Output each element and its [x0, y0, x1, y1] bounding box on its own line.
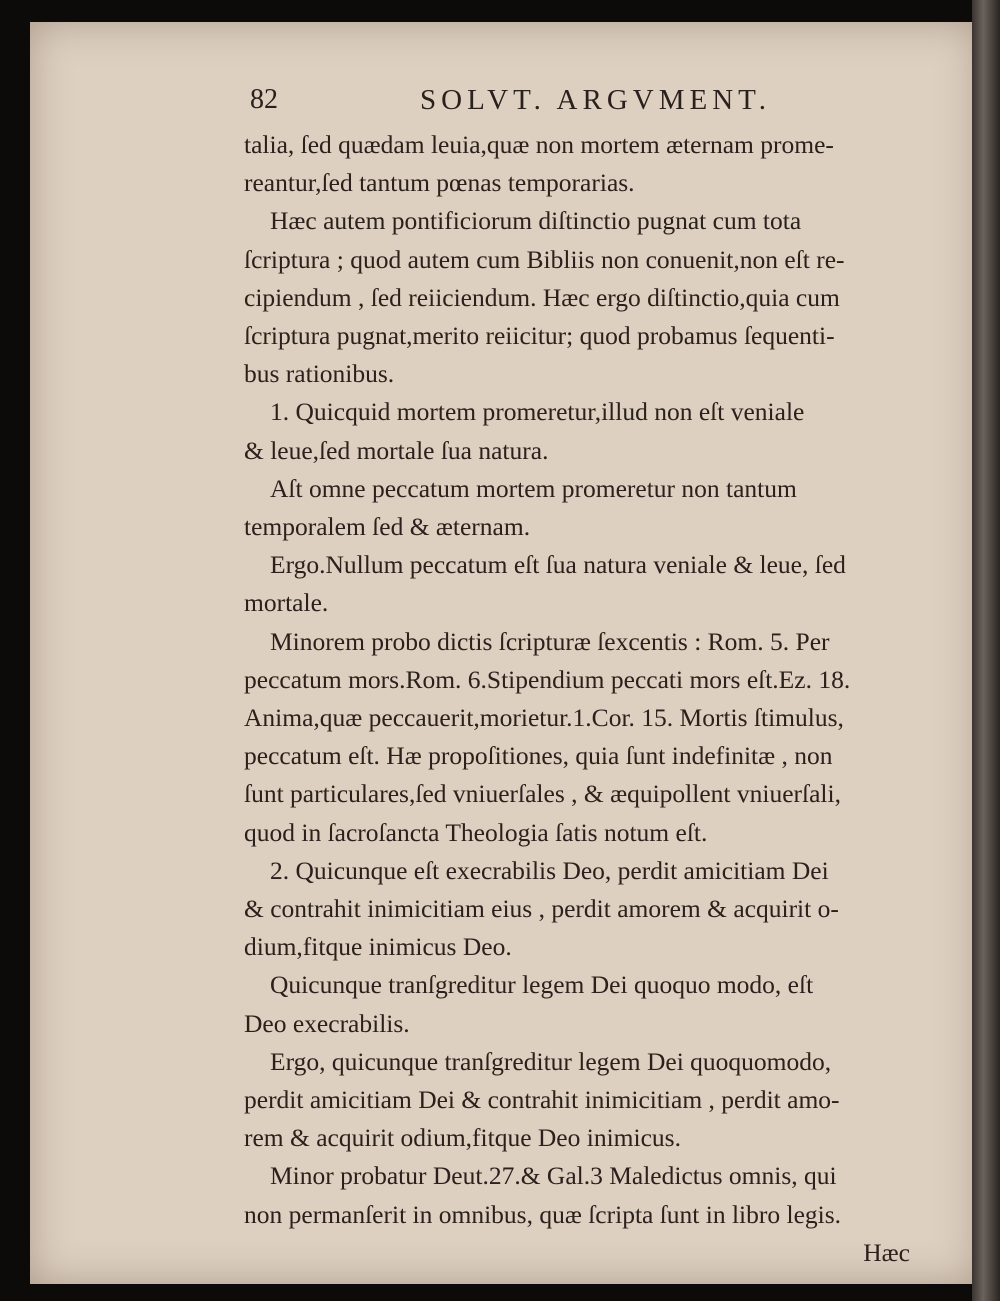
text-line: 1. Quicquid mortem promeretur,illud non eſt veniale — [270, 397, 805, 427]
text-line: dium,fitque inimicus Deo. — [244, 932, 512, 962]
page-edge — [972, 0, 1000, 1301]
text-line: Hæc autem pontificiorum diſtinctio pugnat cum tota — [270, 206, 802, 236]
text-line: talia, ſed quædam leuia,quæ non mortem æternam prome- — [244, 130, 834, 159]
text-line: Ergo, quicunque tranſgreditur legem Dei quoquomodo, — [270, 1046, 832, 1076]
text-line: perdit amicitiam Dei & contrahit inimicitiam , perdit amo- — [244, 1085, 840, 1115]
text-line: peccatum eſt. Hæ propoſitiones, quia ſunt indefinitæ , non — [244, 741, 833, 771]
text-line: ſcriptura pugnat,merito reiicitur; quod probamus ſequenti- — [244, 321, 835, 351]
text-line: ſunt particulares,ſed vniuerſales , & æquipollent vniuerſali, — [244, 779, 841, 809]
catchword: Hæc — [863, 1237, 910, 1267]
text-line: mortale. — [244, 588, 329, 618]
text-line: peccatum mors.Rom. 6.Stipendium peccati mors eſt.Ez. 18. — [244, 664, 851, 694]
text-line: temporalem ſed & æternam. — [244, 512, 531, 542]
text-line: quod in ſacroſancta Theologia ſatis notum eſt. — [244, 817, 708, 847]
text-line: Ergo.Nullum peccatum eſt ſua natura veniale & leue, ſed — [270, 550, 846, 580]
page-number: 82 — [250, 84, 278, 115]
page-header — [246, 84, 916, 124]
text-line: & contrahit inimicitiam eius , perdit amorem & acquirit o- — [244, 894, 839, 924]
text-line: rem & acquirit odium,fitque Deo inimicus. — [244, 1123, 681, 1153]
text-line: non permanſerit in omnibus, quæ ſcripta ſunt in libro legis. — [244, 1199, 842, 1229]
text-line: cipiendum , ſed reiiciendum. Hæc ergo diſtinctio,quia cum — [244, 282, 840, 312]
text-line: & leue,ſed mortale ſua natura. — [244, 435, 549, 465]
text-line: Minorem probo dictis ſcripturæ ſexcentis : Rom. 5. Per — [270, 626, 830, 656]
text-line: Minor probatur Deut.27.& Gal.3 Maledictus omnis, qui — [270, 1161, 837, 1191]
text-line: Anima,quæ peccauerit,morietur.1.Cor. 15. Mortis ſtimulus, — [244, 703, 844, 733]
running-head: SOLVT. ARGVMENT. — [420, 84, 771, 116]
text-line: 2. Quicunque eſt execrabilis Deo, perdit amicitiam Dei — [270, 855, 829, 885]
text-line: reantur,ſed tantum pœnas temporarias. — [244, 168, 635, 198]
body-text — [244, 126, 924, 1272]
text-line: Deo execrabilis. — [244, 1008, 410, 1038]
text-line: Aſt omne peccatum mortem promeretur non tantum — [270, 473, 797, 503]
text-line: ſcriptura ; quod autem cum Bibliis non conuenit,non eſt re- — [244, 244, 845, 274]
text-line: bus rationibus. — [244, 359, 395, 389]
text-line: Quicunque tranſgreditur legem Dei quoquo modo, eſt — [270, 970, 814, 1000]
